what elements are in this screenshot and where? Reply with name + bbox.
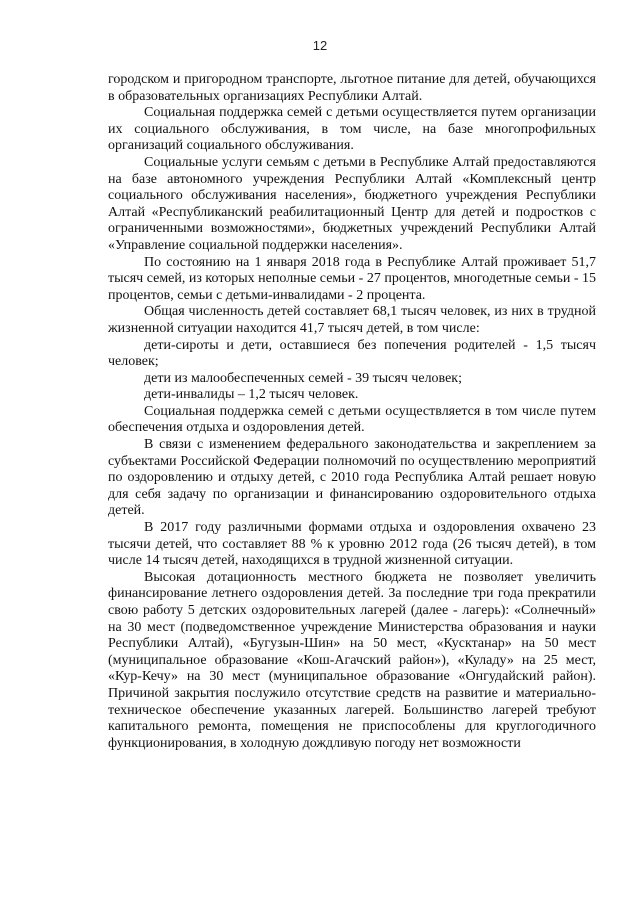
- paragraph-10: В связи с изменением федерального законодательства и закреплением за субъектами Российской Федерации полномочий по осуществлению мероприятий по оздоровлению и отдыху детей, с 2010 года Республика Алтай решает новую для себя задачу по организации и финансированию оздоровительного отдыха детей.: [108, 437, 596, 519]
- document-body: [108, 72, 596, 752]
- paragraph-6: дети-сироты и дети, оставшиеся без попечения родителей - 1,5 тысяч человек;: [108, 337, 596, 370]
- paragraph-7: дети из малообеспеченных семей - 39 тысяч человек;: [144, 370, 462, 386]
- paragraph-2: Социальная поддержка семей с детьми осуществляется путем организации их социального обслуживания, в том числе, на базе многопрофильных организаций социального обслуживания.: [108, 105, 596, 154]
- paragraph-5: Общая численность детей составляет 68,1 тысяч человек, из них в трудной жизненной ситуации находится 41,7 тысяч детей, в том числе:: [108, 304, 596, 336]
- page-number: 12: [312, 38, 328, 53]
- paragraph-11: В 2017 году различными формами отдыха и оздоровления охвачено 23 тысячи детей, что составляет 88 % к уровню 2012 года (26 тысяч детей), в том числе 14 тысяч детей, находящихся в трудной жизненной ситуации.: [108, 520, 596, 569]
- paragraph-12: Высокая дотационность местного бюджета не позволяет увеличить финансирование летнего оздоровления детей. За последние три года прекратили свою работу 5 детских оздоровительных лагерей (далее - лагерь): «Солнечный» на 30 мест (подведомственное учреждение Министерства образования и науки Республики Алтай), «Бугузын-Шин» на 50 мест, «Кусктанар» на 50 мест (муниципальное образование «Кош-Агачский район»), «Куладу» на 25 мест, «Кур-Кечу» на 30 мест (муниципальное образование «Онгудайский район). Причиной закрытия послужило отсутствие средств на развитие и материально-техническое обеспечение указанных лагерей. Большинство лагерей требуют капитального ремонта, помещения не приспособлены для круглогодичного функционирования, в холодную дождливую погоду нет возможности: [108, 569, 596, 751]
- paragraph-4: По состоянию на 1 января 2018 года в Республике Алтай проживает 51,7 тысяч семей, из которых неполные семьи - 27 процентов, многодетные семьи - 15 процентов, семьи с детьми-инвалидами - 2 процента.: [108, 254, 596, 303]
- paragraph-1: городском и пригородном транспорте, льготное питание для детей, обучающихся в образовательных организациях Республики Алтай.: [108, 72, 596, 104]
- paragraph-9: Социальная поддержка семей с детьми осуществляется в том числе путем обеспечения отдыха и оздоровления детей.: [108, 403, 596, 436]
- paragraph-8: дети-инвалиды – 1,2 тысяч человек.: [144, 387, 359, 403]
- paragraph-3: Социальные услуги семьям с детьми в Республике Алтай предоставляются на базе автономного учреждения Республики Алтай «Комплексный центр социального обслуживания населения», бюджетного учреждения Республики Алтай «Республиканский реабилитационный Центр для детей и подростков с ограниченными возможностями», бюджетных учреждений Республики Алтай «Управление социальной поддержки населения».: [108, 154, 596, 253]
